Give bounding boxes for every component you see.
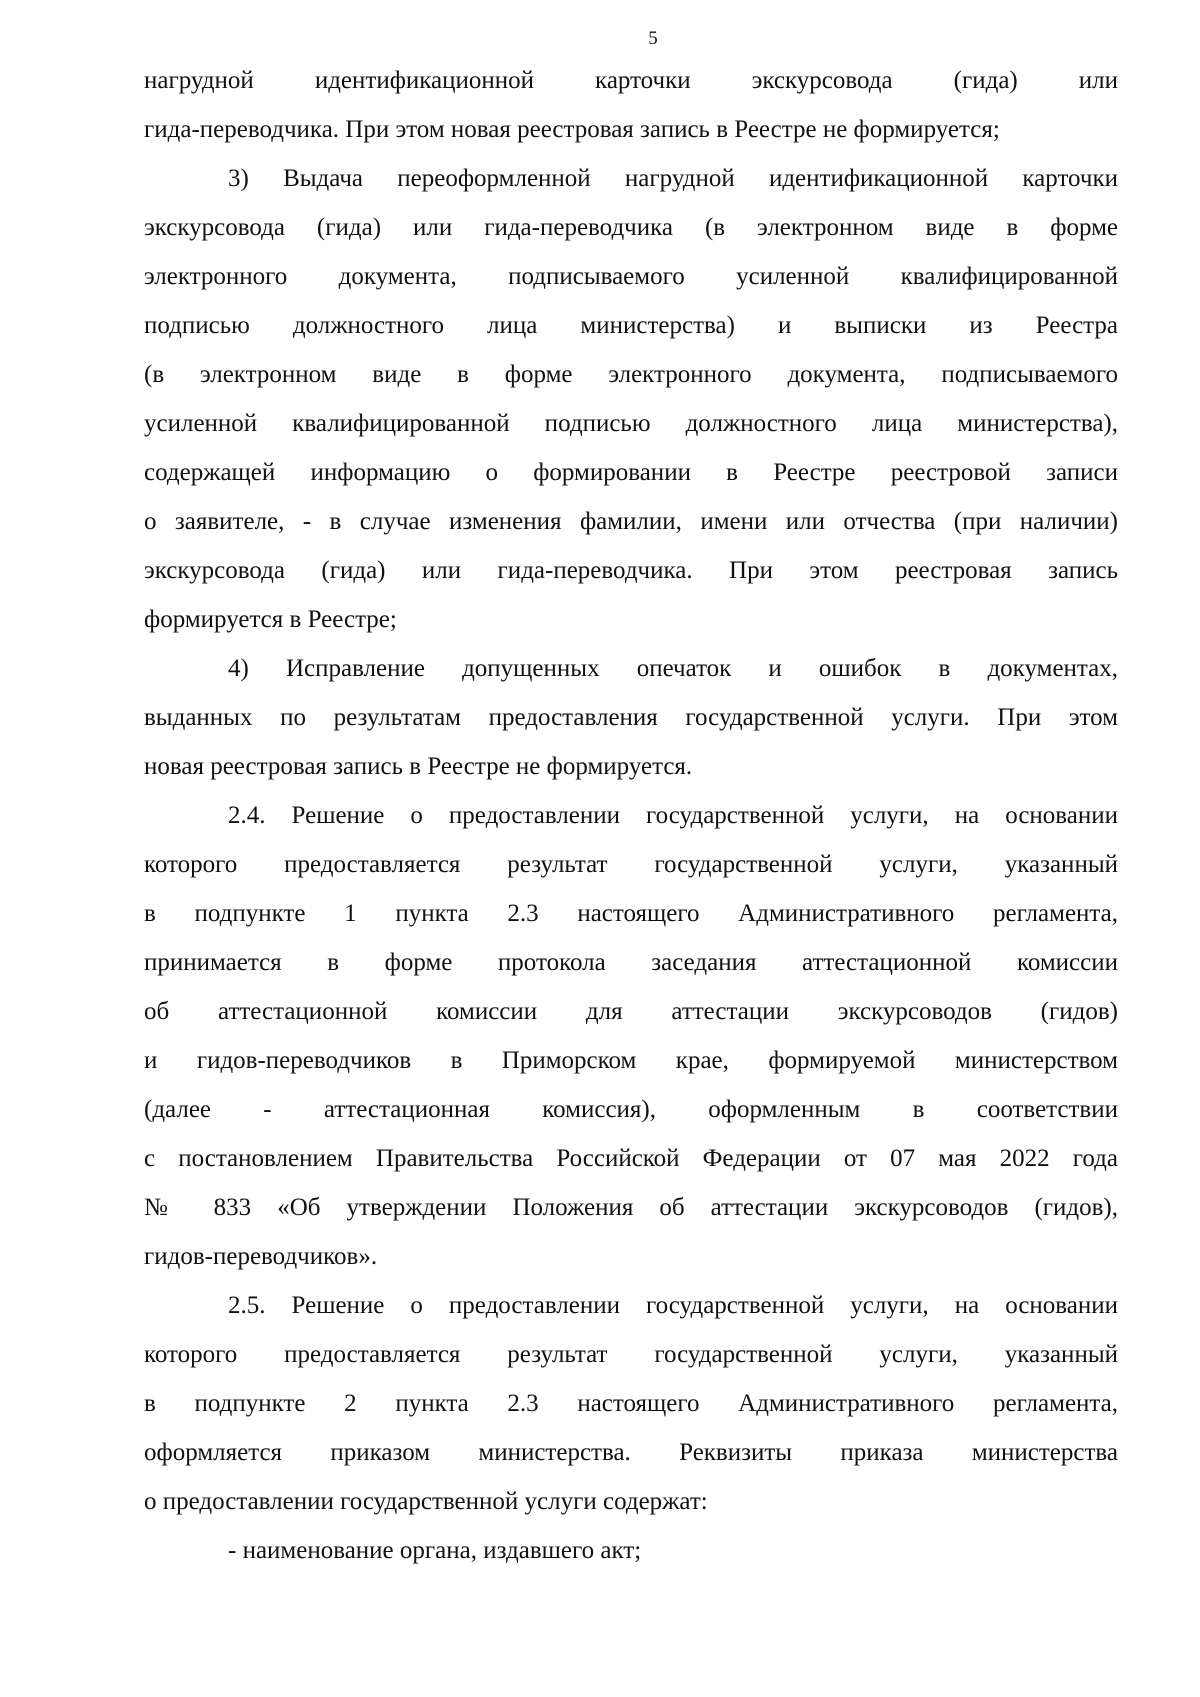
text-line: которого предоставляется результат государственной услуги, указанный <box>144 851 1118 878</box>
text-line: нагрудной идентификационной карточки экскурсовода (гида) или <box>144 67 1118 94</box>
text-line: 2.5. Решение о предоставлении государственной услуги, на основании <box>228 1292 1118 1319</box>
text-line: гидов-переводчиков». <box>144 1243 378 1270</box>
document-body <box>144 56 1118 1575</box>
paragraph-item-3 <box>144 154 1118 644</box>
text-line: и гидов-переводчиков в Приморском крае, формируемой министерством <box>144 1047 1118 1074</box>
text-line: электронного документа, подписываемого усиленной квалифицированной <box>144 263 1118 290</box>
text-line: - наименование органа, издавшего акт; <box>228 1537 642 1564</box>
text-line: гида-переводчика. При этом новая реестровая запись в Реестре не формируется; <box>144 116 1000 143</box>
text-line: 3) Выдача переоформленной нагрудной идентификационной карточки <box>228 165 1118 192</box>
paragraph-p-2-5 <box>144 1281 1118 1526</box>
text-line: в подпункте 2 пункта 2.3 настоящего Административного регламента, <box>144 1390 1118 1417</box>
text-line: новая реестровая запись в Реестре не формируется. <box>144 753 693 780</box>
text-line: (в электронном виде в форме электронного документа, подписываемого <box>144 361 1118 388</box>
text-line: в подпункте 1 пункта 2.3 настоящего Административного регламента, <box>144 900 1118 927</box>
text-line: 2.4. Решение о предоставлении государственной услуги, на основании <box>228 802 1118 829</box>
text-line: о предоставлении государственной услуги содержат: <box>144 1488 708 1515</box>
text-line: экскурсовода (гида) или гида-переводчика (в электронном виде в форме <box>144 214 1118 241</box>
text-line: экскурсовода (гида) или гида-переводчика. При этом реестровая запись <box>144 557 1118 584</box>
text-line: которого предоставляется результат государственной услуги, указанный <box>144 1341 1118 1368</box>
page-number: 5 <box>648 28 658 49</box>
text-line: 4) Исправление допущенных опечаток и ошибок в документах, <box>228 655 1118 682</box>
paragraph-item-4 <box>144 644 1118 791</box>
text-line: содержащей информацию о формировании в Реестре реестровой записи <box>144 459 1118 486</box>
text-line: № 833 «Об утверждении Положения об аттестации экскурсоводов (гидов), <box>144 1194 1118 1221</box>
text-line: выданных по результатам предоставления государственной услуги. При этом <box>144 704 1118 731</box>
text-line: (далее - аттестационная комиссия), оформленным в соответствии <box>144 1096 1118 1123</box>
text-line: об аттестационной комиссии для аттестации экскурсоводов (гидов) <box>144 998 1118 1025</box>
text-line: оформляется приказом министерства. Реквизиты приказа министерства <box>144 1439 1118 1466</box>
text-line: формируется в Реестре; <box>144 606 397 633</box>
paragraph-p-2-4 <box>144 791 1118 1281</box>
text-line: с постановлением Правительства Российской Федерации от 07 мая 2022 года <box>144 1145 1118 1172</box>
paragraph-cont <box>144 56 1118 154</box>
paragraph-bullet-1 <box>144 1526 1118 1575</box>
text-line: принимается в форме протокола заседания аттестационной комиссии <box>144 949 1118 976</box>
text-line: усиленной квалифицированной подписью должностного лица министерства), <box>144 410 1118 437</box>
text-line: подписью должностного лица министерства) и выписки из Реестра <box>144 312 1118 339</box>
text-line: о заявителе, - в случае изменения фамилии, имени или отчества (при наличии) <box>144 508 1118 535</box>
